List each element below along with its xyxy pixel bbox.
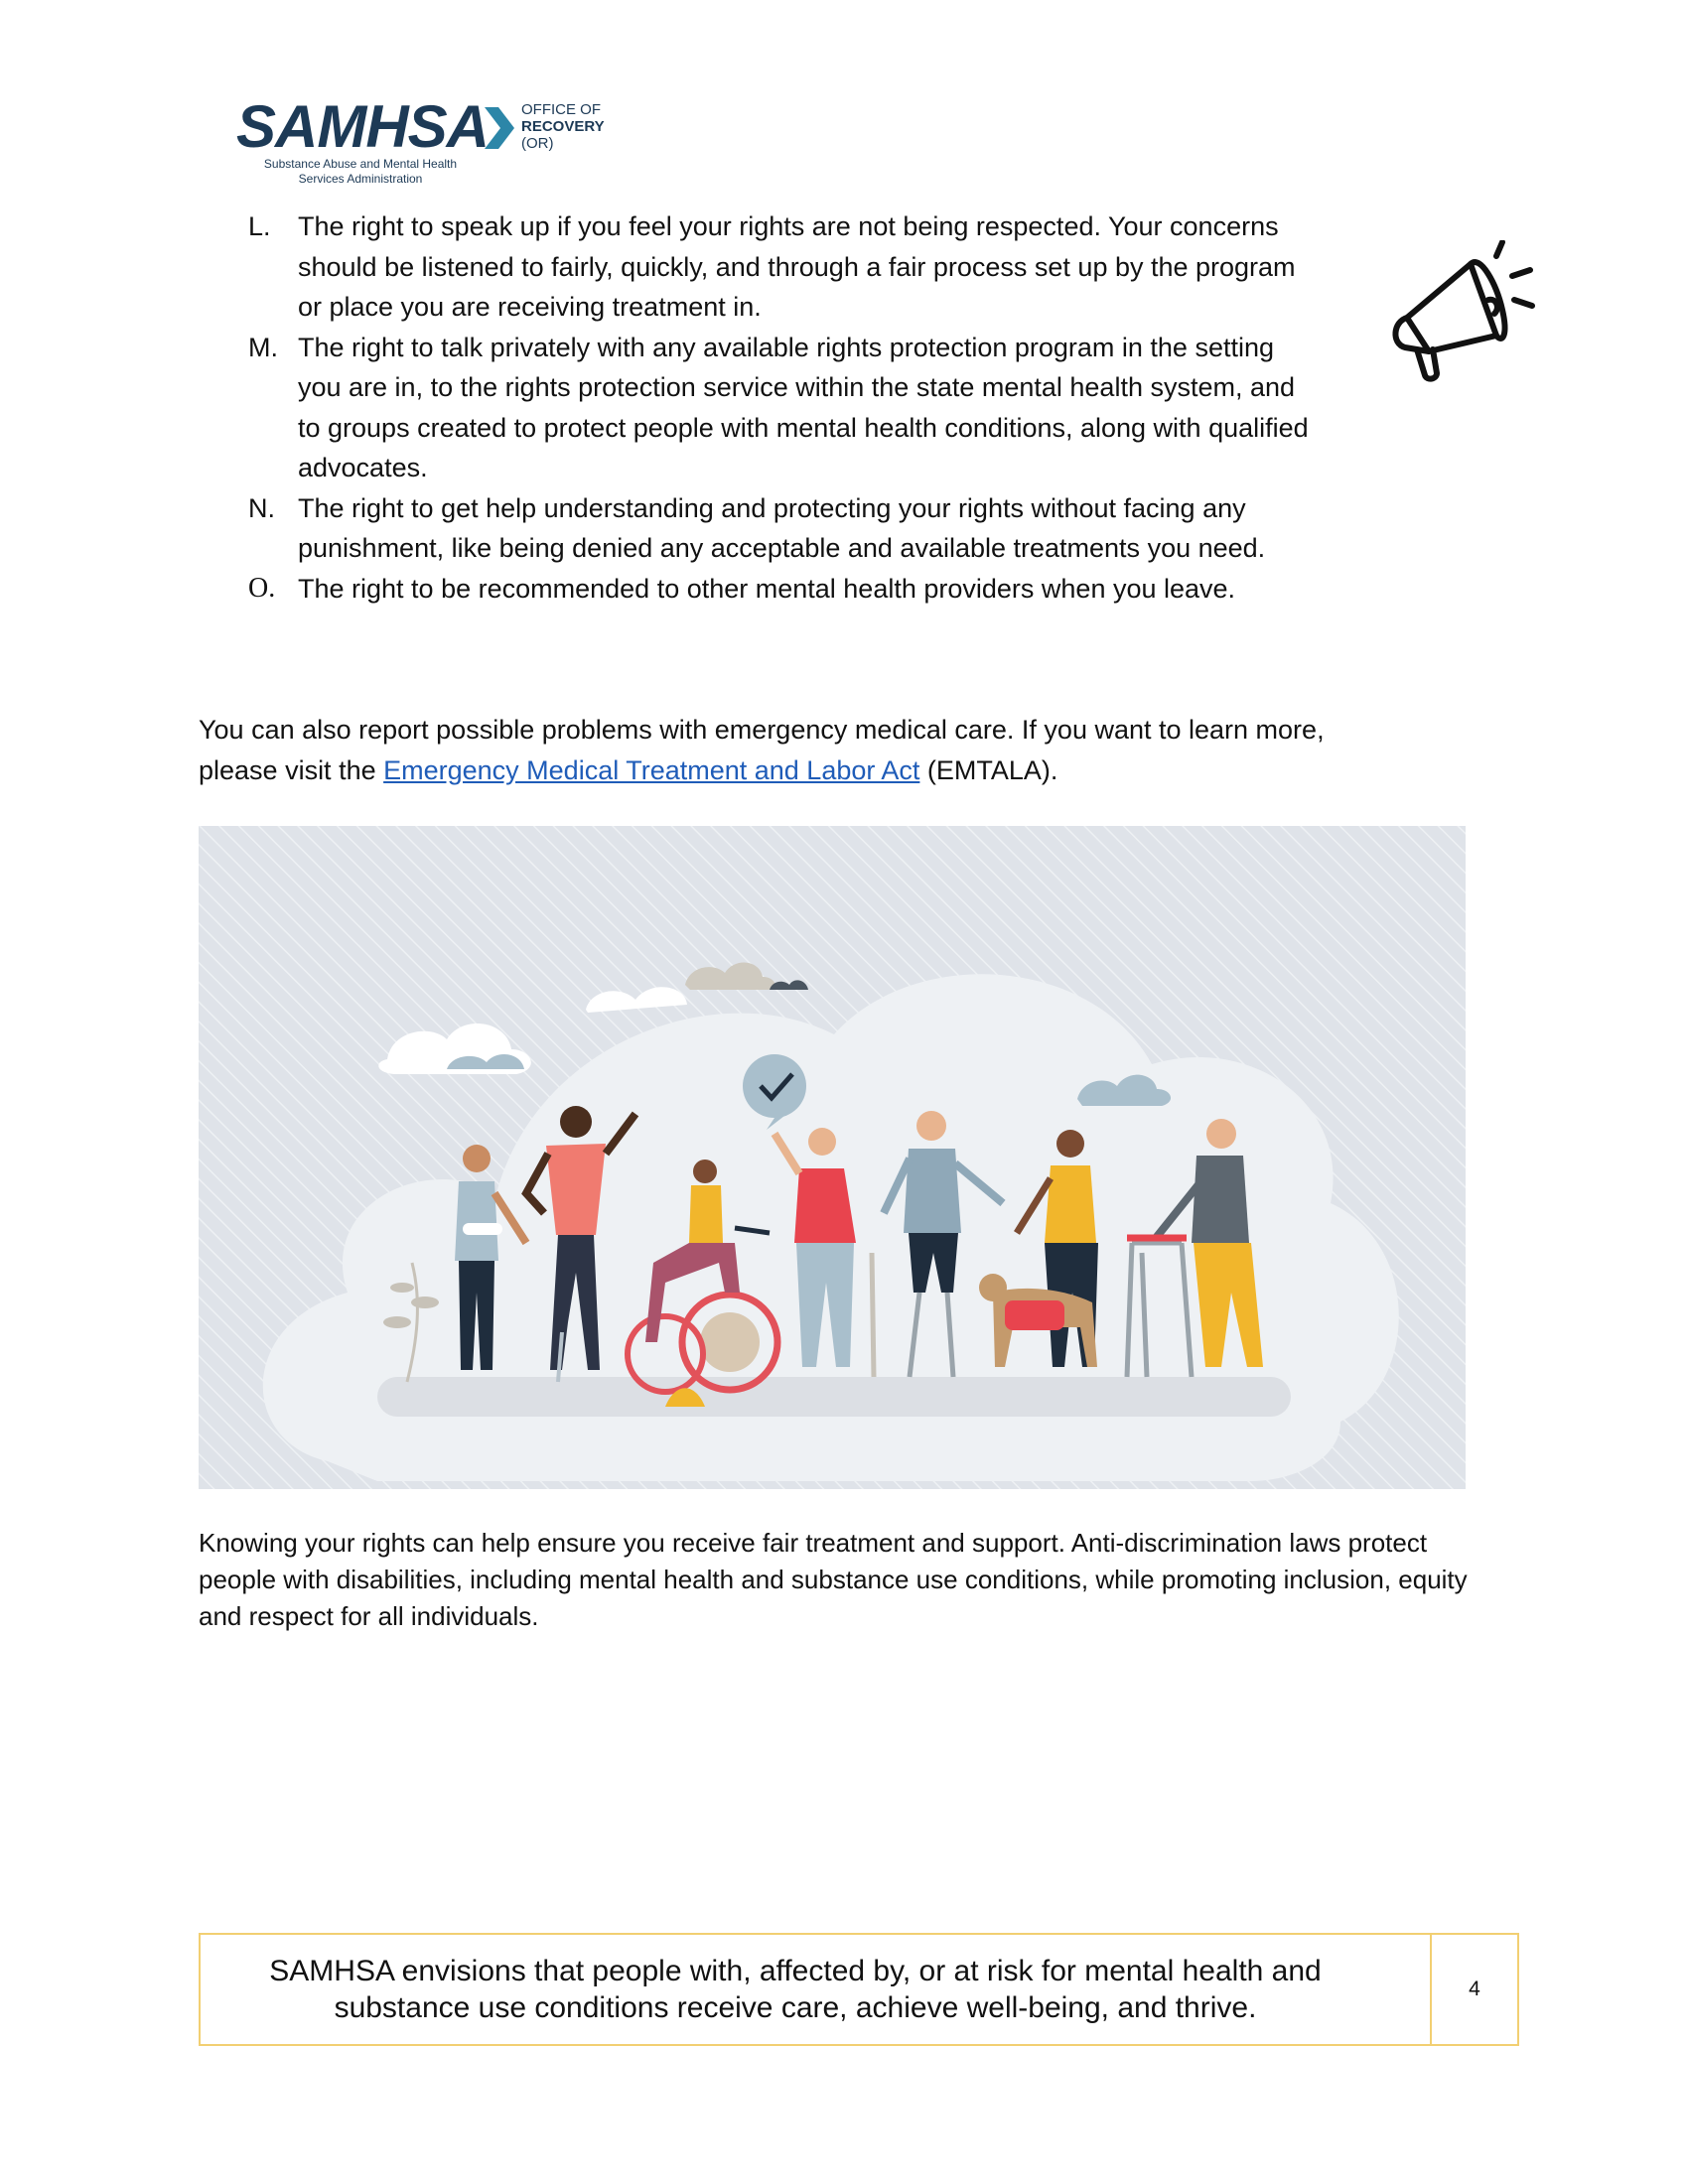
list-item <box>248 569 1321 610</box>
logo-office-line1: OFFICE OF <box>521 101 601 118</box>
list-letter: L. <box>248 211 271 241</box>
logo-wordmark: SAMHSA <box>236 93 490 160</box>
logo-office-line3: (OR) <box>521 135 554 152</box>
list-item <box>248 206 1321 328</box>
list-item <box>248 488 1321 569</box>
list-text: The right to get help understanding and protecting your rights without facing any punishment, like being denied any acceptable and available treatments you need. <box>298 492 1266 563</box>
chevron-right-icon <box>483 105 516 151</box>
knowing-rights-paragraph: Knowing your rights can help ensure you receive fair treatment and support. Anti-discrimination laws protect people with disabilities, including mental health and substance use conditions, while promoting inclusion, equity and respect for all individuals. <box>199 1528 1468 1631</box>
list-item <box>248 328 1321 488</box>
footer-vision <box>201 1935 1432 2044</box>
emtala-paragraph <box>199 710 1390 790</box>
list-text: The right to be recommended to other mental health providers when you leave. <box>298 573 1236 604</box>
logo-office-line2: RECOVERY <box>521 118 605 135</box>
rights-list <box>248 206 1321 609</box>
list-letter: N. <box>248 492 275 523</box>
footer-box <box>199 1933 1519 2046</box>
megaphone-icon <box>1385 240 1544 384</box>
list-letter: M. <box>248 332 278 362</box>
emtala-link[interactable]: Emergency Medical Treatment and Labor Act <box>383 754 920 785</box>
emtala-text-after: (EMTALA). <box>919 754 1058 785</box>
samhsa-logo <box>236 93 614 189</box>
logo-subtitle: Substance Abuse and Mental Health Services Administration <box>263 157 458 186</box>
footer-line1: SAMHSA envisions that people with, affected by, or at risk for mental health and <box>269 1955 1322 1987</box>
list-text: The right to talk privately with any available rights protection program in the setting you are in, to the rights protection service within the state mental health system, and to groups created to protect people with mental health conditions, along with qualified advocates. <box>298 332 1309 482</box>
list-text: The right to speak up if you feel your rights are not being respected. Your concerns should be listened to fairly, quickly, and through a fair process set up by the program or place you are receiving treatment in. <box>298 211 1296 322</box>
footer-line2: substance use conditions receive care, achieve well-being, and thrive. <box>334 1991 1257 2024</box>
inclusion-illustration <box>199 826 1466 1489</box>
page-number: 4 <box>1469 1978 1480 2000</box>
emtala-text-before: You can also report possible problems with emergency medical care. If you want to learn more, please visit the <box>199 715 1325 785</box>
logo-office-text <box>521 101 605 152</box>
list-letter: O. <box>248 572 276 604</box>
